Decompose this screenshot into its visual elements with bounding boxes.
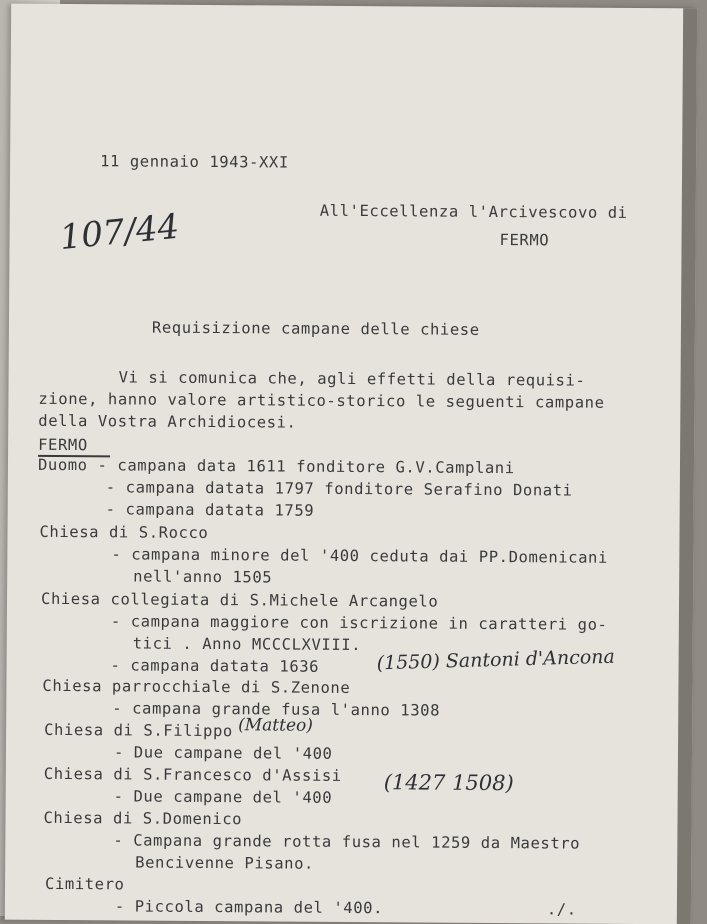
city-heading: FERMO (38, 435, 88, 455)
line-domenico: Chiesa di S.Domenico (43, 808, 243, 829)
line-domenico-bell: - Campana grande rotta fusa nel 1259 da Maestro (113, 831, 581, 853)
line-duomo-bell-2: - campana datata 1797 fonditore Serafino Donati (105, 478, 573, 500)
line-domenico-bell-cont: Bencivenne Pisano. (135, 853, 315, 873)
protocol-number: 107/44 (57, 206, 181, 259)
line-francesco-bells: - Due campane del '400 (113, 787, 333, 807)
line-duomo: Duomo - campana data 1611 fonditore G.V.Camplani (37, 455, 515, 478)
line-francesco: Chiesa di S.Francesco d'Assisi (43, 764, 342, 785)
line-zenone-bell: - campana grande fusa l'anno 1308 (112, 699, 441, 720)
line-michele-bell-1: - campana maggiore con iscrizione in caratteri go- (110, 612, 608, 634)
line-rocco-year: nell'anno 1505 (133, 567, 273, 587)
recipient-line-1: All'Eccellenza l'Arcivescovo di (319, 201, 628, 222)
letter-page (5, 4, 697, 924)
line-filippo-bells: - Due campane del '400 (113, 743, 333, 763)
letter-date: 11 gennaio 1943-XXI (100, 152, 289, 172)
line-filippo: Chiesa di S.Filippo (44, 720, 233, 741)
letter-subject: Requisizione campane delle chiese (151, 318, 480, 339)
handwritten-note-michele: (1550) Santoni d'Ancona (376, 645, 616, 675)
handwritten-note-filippo: (Matteo) (238, 715, 314, 736)
line-cimitero: Cimitero (44, 874, 125, 894)
line-rocco: Chiesa di S.Rocco (39, 522, 209, 543)
handwritten-note-francesco: (1427 1508) (383, 770, 514, 796)
line-rocco-bell: - campana minore del '400 ceduta dai PP.Domenicani (111, 545, 609, 567)
line-duomo-bell-3: - campana datata 1759 (105, 500, 315, 520)
intro-line-2: zione, hanno valore artistico-storico le seguenti campane (38, 389, 605, 412)
line-michele-bell-1-cont: tici . Anno MCCCLXVIII. (132, 634, 362, 655)
recipient-line-2: FERMO (499, 231, 550, 250)
page-edge-shadow (677, 8, 697, 924)
intro-line-3: della Vostra Archidiocesi. (38, 411, 297, 432)
line-michele: Chiesa collegiata di S.Michele Arcangelo (40, 589, 439, 611)
intro-line-1: Vi si comunica che, agli effetti della requisi- (118, 368, 586, 390)
line-michele-bell-2: - campana datata 1636 (110, 656, 320, 676)
continuation-mark: ./. (546, 900, 577, 919)
line-zenone: Chiesa parrocchiale di S.Zenone (42, 676, 351, 698)
line-cimitero-bell: - Piccola campana del '400. (114, 897, 384, 918)
